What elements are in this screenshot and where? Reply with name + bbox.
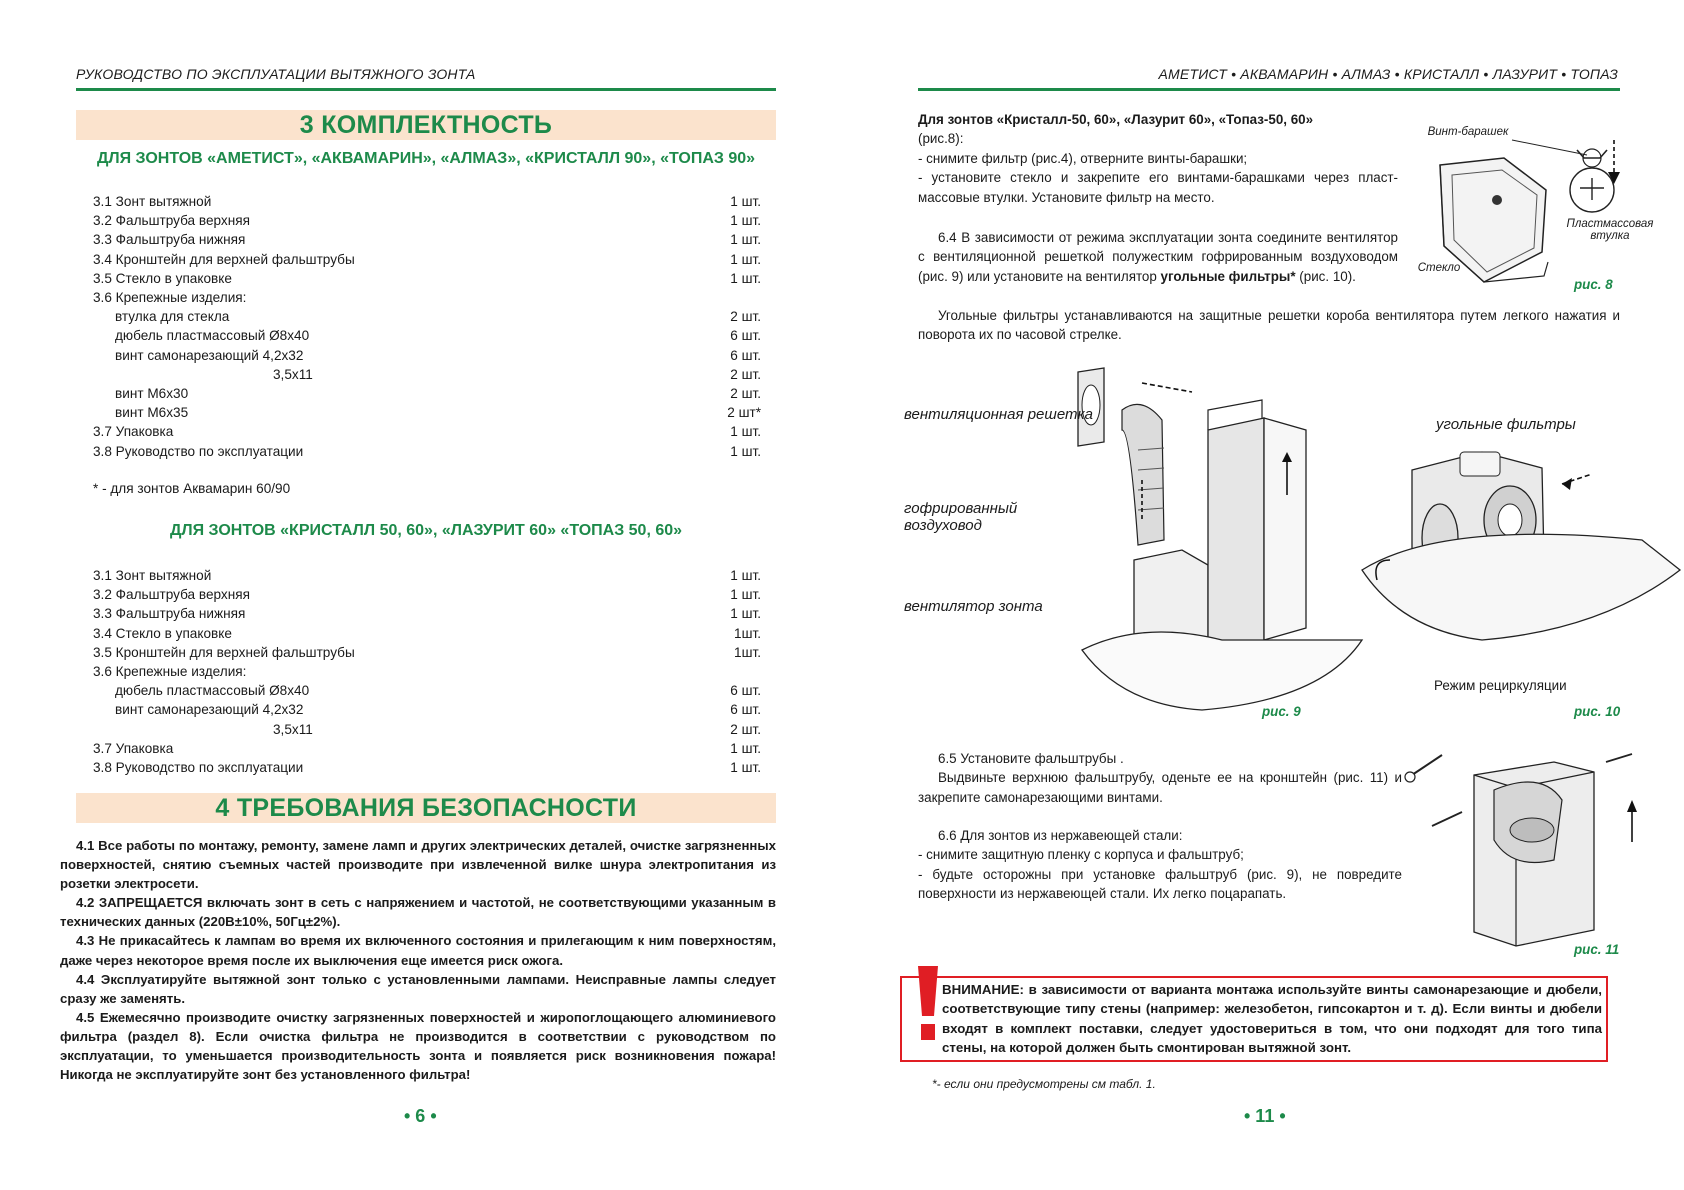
fig8-callout-bushing: Пластмассовая втулка (1566, 218, 1654, 242)
list-item: 3.5 Стекло в упаковке 1 шт. (93, 270, 761, 286)
list-item: 3.7 Упаковка 1 шт. (93, 740, 761, 756)
fig10-label: рис. 10 (1574, 704, 1621, 719)
page-number-left: • 6 • (404, 1106, 437, 1126)
list-item: 3.8 Руководство по эксплуатации 1 шт. (93, 443, 761, 459)
list-item: 3.2 Фальштруба верхняя 1 шт. (93, 587, 761, 603)
list-item: 3.2 Фальштруба верхняя 1 шт. (93, 213, 761, 229)
models-line: - установите стекло и закрепите его винтами-барашками через пласт-массовые втулки. Установите фильтр на место. (918, 170, 1398, 205)
group2-list (93, 566, 761, 777)
running-head-left: РУКОВОДСТВО ПО ЭКСПЛУАТАЦИИ ВЫТЯЖНОГО ЗОНТА (76, 66, 476, 82)
fig9-callout-fan: вентилятор зонта (904, 598, 1043, 615)
p66-line: - будьте осторожны при установке фальштруб (рис. 9), не повредите поверхности из нержавеющей стали. Их легко поцарапать. (918, 866, 1402, 902)
section-3-title: 3 КОМПЛЕКТНОСТЬ (76, 110, 776, 140)
fig10-caption: Режим рециркуляции (1434, 678, 1567, 693)
fig9-callout-duct: гофрированный воздуховод (904, 500, 1018, 534)
group2-title: ДЛЯ ЗОНТОВ «КРИСТАЛЛ 50, 60», «ЛАЗУРИТ 60» «ТОПАЗ 50, 60» (169, 522, 683, 539)
models-title: Для зонтов «Кристалл-50, 60», «Лазурит 60», «Топаз-50, 60» (918, 112, 1314, 127)
safety-4-3: 4.3 Не прикасайтесь к лампам во время их включенного состояния и прилегающим к ним поверхностям, даже через некоторое время после их выключения еще имеется риск ожога. (60, 933, 776, 968)
list-item: 3.4 Стекло в упаковке 1шт. (93, 625, 761, 641)
list-item: дюбель пластмассовый Ø8x40 6 шт. (115, 328, 761, 344)
warning-body: в зависимости от варианта монтажа используйте винты самонарезающие и дюбели, соответствующие типу стены (например: железобетон, гипсокартон и т. д). Если винты и дюбели входят в комплект поставки, следует удостовериться в том, что они подходят для того типа стены, на которой должен быть смонтирован вытяжной зонт. (942, 982, 1602, 1056)
fig8-callout-wingscrew: Винт-барашек (1427, 126, 1509, 138)
list-item: 3,5x11 2 шт. (273, 366, 761, 382)
p66-line: 6.6 Для зонтов из нержавеющей стали: (938, 828, 1183, 843)
list-item: 3,5x11 2 шт. (273, 721, 761, 737)
warning-key: ВНИМАНИЕ: (942, 982, 1024, 997)
fig9-callout-grille-1: вентиляционная решетка (904, 406, 1093, 423)
group1-title: ДЛЯ ЗОНТОВ «АМЕТИСТ», «АКВАМАРИН», «АЛМАЗ», «КРИСТАЛЛ 90», «ТОПАЗ 90» (96, 150, 756, 167)
p65-line: Выдвиньте верхнюю фальштрубу, оденьте ее на кронштейн (рис. 11) и закрепите самонарезающими винтами. (918, 770, 1402, 805)
right-page (842, 0, 1684, 1190)
list-item: 3.8 Руководство по эксплуатации 1 шт. (93, 760, 761, 776)
models-line: (рис.8): (918, 131, 964, 147)
list-item: дюбель пластмассовый Ø8x40 6 шт. (115, 683, 761, 699)
list-item: винт М6x35 2 шт* (115, 405, 761, 421)
list-item: 3.1 Зонт вытяжной 1 шт. (93, 568, 761, 583)
page-number-right: • 11 • (1244, 1106, 1286, 1126)
exclamation-icon (917, 966, 939, 1042)
section-4-title: 4 ТРЕБОВАНИЯ БЕЗОПАСНОСТИ (76, 793, 776, 823)
fig9-label: рис. 9 (1262, 704, 1301, 719)
list-item: 3.4 Кронштейн для верхней фальштрубы 1 шт. (93, 251, 761, 267)
list-item: винт самонарезающий 4,2x32 6 шт. (115, 347, 761, 363)
p64-end: (рис. 10). (1295, 268, 1356, 284)
safety-4-2: 4.2 ЗАПРЕЩАЕТСЯ включать зонт в сеть с напряжением и частотой, не соответствующими указанным в технических данных (220В±10%, 50Гц±2%). (60, 895, 776, 930)
header-rule-left (76, 88, 776, 91)
list-item: 3.6 Крепежные изделия: (93, 664, 247, 680)
fig8-callout-glass: Стекло (1417, 262, 1461, 274)
safety-requirements (60, 836, 776, 1084)
list-item: 3.3 Фальштруба нижняя 1 шт. (93, 606, 761, 622)
p64-cont: Угольные фильтры устанавливаются на защитные решетки короба вентилятора путем легкого нажатия и поворота их по часовой стрелке. (918, 308, 1620, 343)
safety-4-4: 4.4 Эксплуатируйте вытяжной зонт только с установленными лампами. Неисправные лампы следует сразу же заменять. (60, 971, 776, 1006)
list-item: втулка для стекла 2 шт. (115, 309, 761, 325)
running-head-right: АМЕТИСТ • АКВАМАРИН • АЛМАЗ • КРИСТАЛЛ • ЛАЗУРИТ • ТОПАЗ (1158, 66, 1618, 82)
list-item: 3.1 Зонт вытяжной 1 шт. (93, 194, 761, 209)
list-item: винт самонарезающий 4,2x32 6 шт. (115, 702, 761, 718)
list-item: 3.7 Упаковка 1 шт. (93, 424, 761, 440)
warning-text (942, 980, 1602, 1058)
list-item: винт М6x30 2 шт. (115, 386, 761, 402)
p64-start: 6.4 В зависимости от режима эксплуатации зонта соедините вентилятор с вентиляционной решеткой полужестким гофрированным воздуховодом (рис. 9) или установите на вентилятор (918, 230, 1398, 284)
safety-4-1: 4.1 Все работы по монтажу, ремонту, замене ламп и других электрических деталей, очистке загрязненных поверхностей, снятию съемных частей производите при извлеченной вилке шнура электропитания из розетки электросети. (60, 838, 776, 892)
list-item: 3.6 Крепежные изделия: (93, 290, 247, 306)
fig11-label: рис. 11 (1574, 942, 1620, 957)
footnote-left: * - для зонтов Аквамарин 60/90 (93, 481, 291, 496)
p64-bold: угольные фильтры* (1160, 268, 1296, 284)
group1-list (93, 192, 761, 461)
safety-4-5: 4.5 Ежемесячно производите очистку загрязненных поверхностей и жиропоглощающего алюминиевого фильтра (раздел 8). Если очистка фильтра не производится в соответствии с руководством по эксплуатации, то уменьшается производительность зонта и появляется риск возникновения пожара! Никогда не эксплуатируйте зонт без установленного фильтра! (60, 1009, 776, 1083)
p65-line: 6.5 Установите фальштрубы . (938, 751, 1124, 766)
fig8-label: рис. 8 (1574, 277, 1613, 292)
footnote-right: *- если они предусмотрены см табл. 1. (932, 1077, 1156, 1091)
models-line: - снимите фильтр (рис.4), отверните винты-барашки; (918, 150, 1248, 166)
fig10-callout-filters: угольные фильтры (1436, 416, 1576, 433)
p66-line: - снимите защитную пленку с корпуса и фальштруб; (918, 847, 1244, 863)
list-item: 3.5 Кронштейн для верхней фальштрубы 1шт. (93, 644, 761, 660)
list-item: 3.3 Фальштруба нижняя 1 шт. (93, 232, 761, 248)
